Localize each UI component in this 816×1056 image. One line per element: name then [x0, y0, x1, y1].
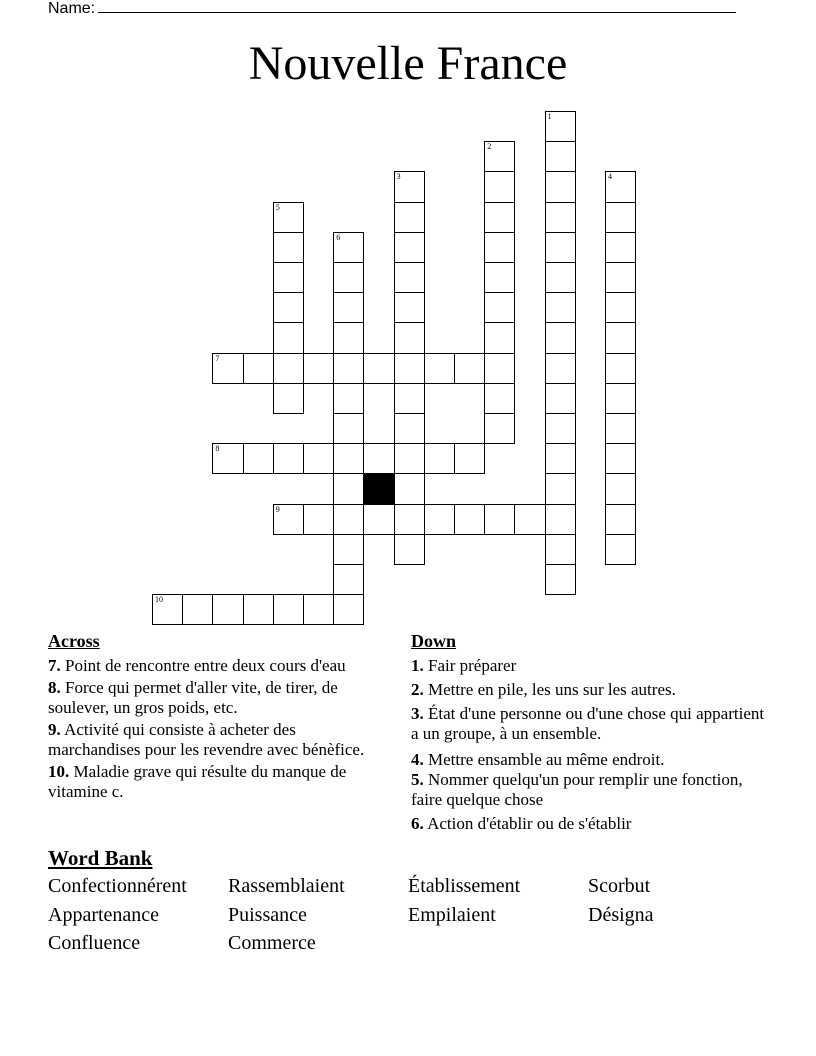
grid-cell[interactable]: [484, 413, 515, 444]
grid-cell[interactable]: [605, 322, 636, 353]
grid-cell[interactable]: [333, 443, 364, 474]
grid-cell[interactable]: [333, 504, 364, 535]
grid-cell[interactable]: [454, 504, 485, 535]
grid-cell[interactable]: [545, 443, 576, 474]
grid-cell[interactable]: [394, 443, 425, 474]
grid-cell[interactable]: [605, 443, 636, 474]
down-clue-5: 5. Nommer quelqu'un pour remplir une fonction, faire quelque chose: [411, 770, 743, 809]
word-bank-item: Établissement: [408, 875, 521, 897]
grid-cell[interactable]: [394, 322, 425, 353]
grid-cell[interactable]: [605, 292, 636, 323]
grid-cell[interactable]: [545, 111, 576, 142]
grid-cell[interactable]: [363, 504, 394, 535]
grid-cell[interactable]: [605, 232, 636, 263]
grid-cell[interactable]: [243, 443, 274, 474]
grid-cell[interactable]: [333, 564, 364, 595]
word-bank-item: Commerce: [228, 932, 316, 954]
down-clue-1: 1. Fair préparer: [411, 656, 517, 675]
grid-cell[interactable]: [484, 322, 515, 353]
clue-number: 2: [487, 142, 492, 152]
grid-cell[interactable]: [182, 594, 213, 625]
grid-cell[interactable]: [545, 564, 576, 595]
grid-cell[interactable]: [394, 202, 425, 233]
grid-cell[interactable]: [273, 443, 304, 474]
grid-cell[interactable]: [273, 292, 304, 323]
grid-cell[interactable]: [545, 171, 576, 202]
grid-cell[interactable]: [545, 383, 576, 414]
grid-cell[interactable]: [484, 353, 515, 384]
grid-cell[interactable]: [545, 202, 576, 233]
grid-cell[interactable]: [273, 594, 304, 625]
grid-cell[interactable]: [212, 594, 243, 625]
grid-cell[interactable]: [333, 353, 364, 384]
grid-cell[interactable]: [394, 292, 425, 323]
grid-cell[interactable]: [545, 292, 576, 323]
word-bank-item: Confectionnérent: [48, 875, 187, 897]
grid-cell[interactable]: [243, 353, 274, 384]
grid-cell[interactable]: [394, 353, 425, 384]
grid-cell[interactable]: [333, 594, 364, 625]
black-cell: [363, 473, 394, 504]
across-clues: [48, 630, 388, 802]
across-heading: Across: [48, 631, 100, 651]
grid-cell[interactable]: [394, 504, 425, 535]
grid-cell[interactable]: [484, 383, 515, 414]
grid-cell[interactable]: [424, 353, 455, 384]
grid-cell[interactable]: [545, 413, 576, 444]
grid-cell[interactable]: [363, 443, 394, 474]
word-bank-item: Empilaient: [408, 904, 496, 926]
word-bank-item: Rassemblaient: [228, 875, 345, 897]
down-clue-4: 4. Mettre ensamble au même endroit.: [411, 750, 665, 769]
grid-cell[interactable]: [605, 473, 636, 504]
down-clue-3: 3. État d'une personne ou d'une chose qui appartient a un groupe, à un ensemble.: [411, 704, 765, 743]
grid-cell[interactable]: [545, 504, 576, 535]
grid-cell[interactable]: [303, 353, 334, 384]
grid-cell[interactable]: [303, 443, 334, 474]
clue-number: 5: [275, 202, 280, 212]
grid-cell[interactable]: [514, 504, 545, 535]
grid-cell[interactable]: [545, 473, 576, 504]
grid-cell[interactable]: [605, 504, 636, 535]
down-heading: Down: [411, 631, 457, 651]
grid-cell[interactable]: [303, 504, 334, 535]
clue-number: 4: [608, 172, 612, 182]
grid-cell[interactable]: [484, 141, 515, 172]
down-clues: [411, 630, 771, 834]
grid-cell[interactable]: [424, 443, 455, 474]
word-bank-heading: Word Bank: [48, 846, 153, 870]
clue-number: 3: [396, 172, 401, 182]
word-bank-item: Appartenance: [48, 904, 160, 926]
clue-number: 6: [336, 232, 341, 242]
clue-number: 10: [155, 595, 163, 605]
across-clue-9: 9. Activité qui consiste à acheter des marchandises pour les revendre avec bénèfice.: [48, 720, 365, 759]
across-clue-10: 10. Maladie grave qui résulte du manque de vitamine c.: [48, 762, 347, 801]
grid-cell[interactable]: [273, 202, 304, 233]
grid-cell[interactable]: [394, 262, 425, 293]
word-bank-item: Scorbut: [588, 875, 651, 897]
down-clue-6: 6. Action d'établir ou de s'établir: [411, 814, 632, 833]
grid-cell[interactable]: [333, 322, 364, 353]
grid-cell[interactable]: [424, 504, 455, 535]
page-title: Nouvelle France: [248, 37, 568, 90]
grid-cell[interactable]: [333, 262, 364, 293]
grid-cell[interactable]: [545, 141, 576, 172]
grid-cell[interactable]: [212, 443, 243, 474]
grid-cell[interactable]: [605, 413, 636, 444]
down-clue-2: 2. Mettre en pile, les uns sur les autres.: [411, 680, 676, 699]
grid-cell[interactable]: [484, 171, 515, 202]
grid-cell[interactable]: [454, 353, 485, 384]
grid-cell[interactable]: [273, 383, 304, 414]
grid-cell[interactable]: [273, 504, 304, 535]
clue-number: 9: [275, 504, 280, 514]
grid-cell[interactable]: [605, 353, 636, 384]
word-bank-item: Puissance: [228, 904, 307, 926]
grid-cell[interactable]: [484, 202, 515, 233]
clue-number: 7: [215, 353, 220, 363]
grid-cell[interactable]: [454, 443, 485, 474]
grid-cell[interactable]: [333, 383, 364, 414]
grid-cell[interactable]: [152, 594, 183, 625]
grid-cell[interactable]: [333, 534, 364, 565]
grid-cell[interactable]: [394, 171, 425, 202]
grid-cell[interactable]: [394, 473, 425, 504]
grid-cell[interactable]: [212, 353, 243, 384]
grid-cell[interactable]: [605, 171, 636, 202]
grid-cell[interactable]: [273, 262, 304, 293]
clue-number: 1: [547, 112, 552, 121]
grid-cell[interactable]: [484, 232, 515, 263]
grid-cell[interactable]: [545, 322, 576, 353]
grid-cell[interactable]: [333, 473, 364, 504]
grid-cell[interactable]: [333, 413, 364, 444]
grid-cell[interactable]: [605, 383, 636, 414]
grid-cell[interactable]: [273, 353, 304, 384]
grid-cell[interactable]: [273, 322, 304, 353]
grid-cell[interactable]: [545, 353, 576, 384]
grid-cell[interactable]: [394, 383, 425, 414]
word-bank-item: Confluence: [48, 932, 141, 954]
grid-cell[interactable]: [333, 232, 364, 263]
grid-cell[interactable]: [545, 232, 576, 263]
grid-cell[interactable]: [394, 534, 425, 565]
clue-number: 8: [215, 444, 220, 454]
grid-cell[interactable]: [243, 594, 274, 625]
grid-cell[interactable]: [363, 353, 394, 384]
grid-cell[interactable]: [484, 504, 515, 535]
grid-cell[interactable]: [303, 594, 334, 625]
grid-cell[interactable]: [545, 534, 576, 565]
grid-cell[interactable]: [394, 232, 425, 263]
grid-cell[interactable]: [605, 262, 636, 293]
word-bank-item: Désigna: [588, 904, 654, 926]
grid-cell[interactable]: [273, 232, 304, 263]
grid-cell[interactable]: [394, 413, 425, 444]
grid-cell[interactable]: [484, 292, 515, 323]
grid-cell[interactable]: [605, 202, 636, 233]
name-label: Name:: [48, 0, 96, 17]
grid-cell[interactable]: [484, 262, 515, 293]
across-clue-7: 7. Point de rencontre entre deux cours d'eau: [48, 656, 346, 675]
across-clue-8: 8. Force qui permet d'aller vite, de tirer, de soulever, un gros poids, etc.: [48, 678, 338, 717]
grid-cell[interactable]: [333, 292, 364, 323]
grid-cell[interactable]: [545, 262, 576, 293]
grid-cell[interactable]: [605, 534, 636, 565]
